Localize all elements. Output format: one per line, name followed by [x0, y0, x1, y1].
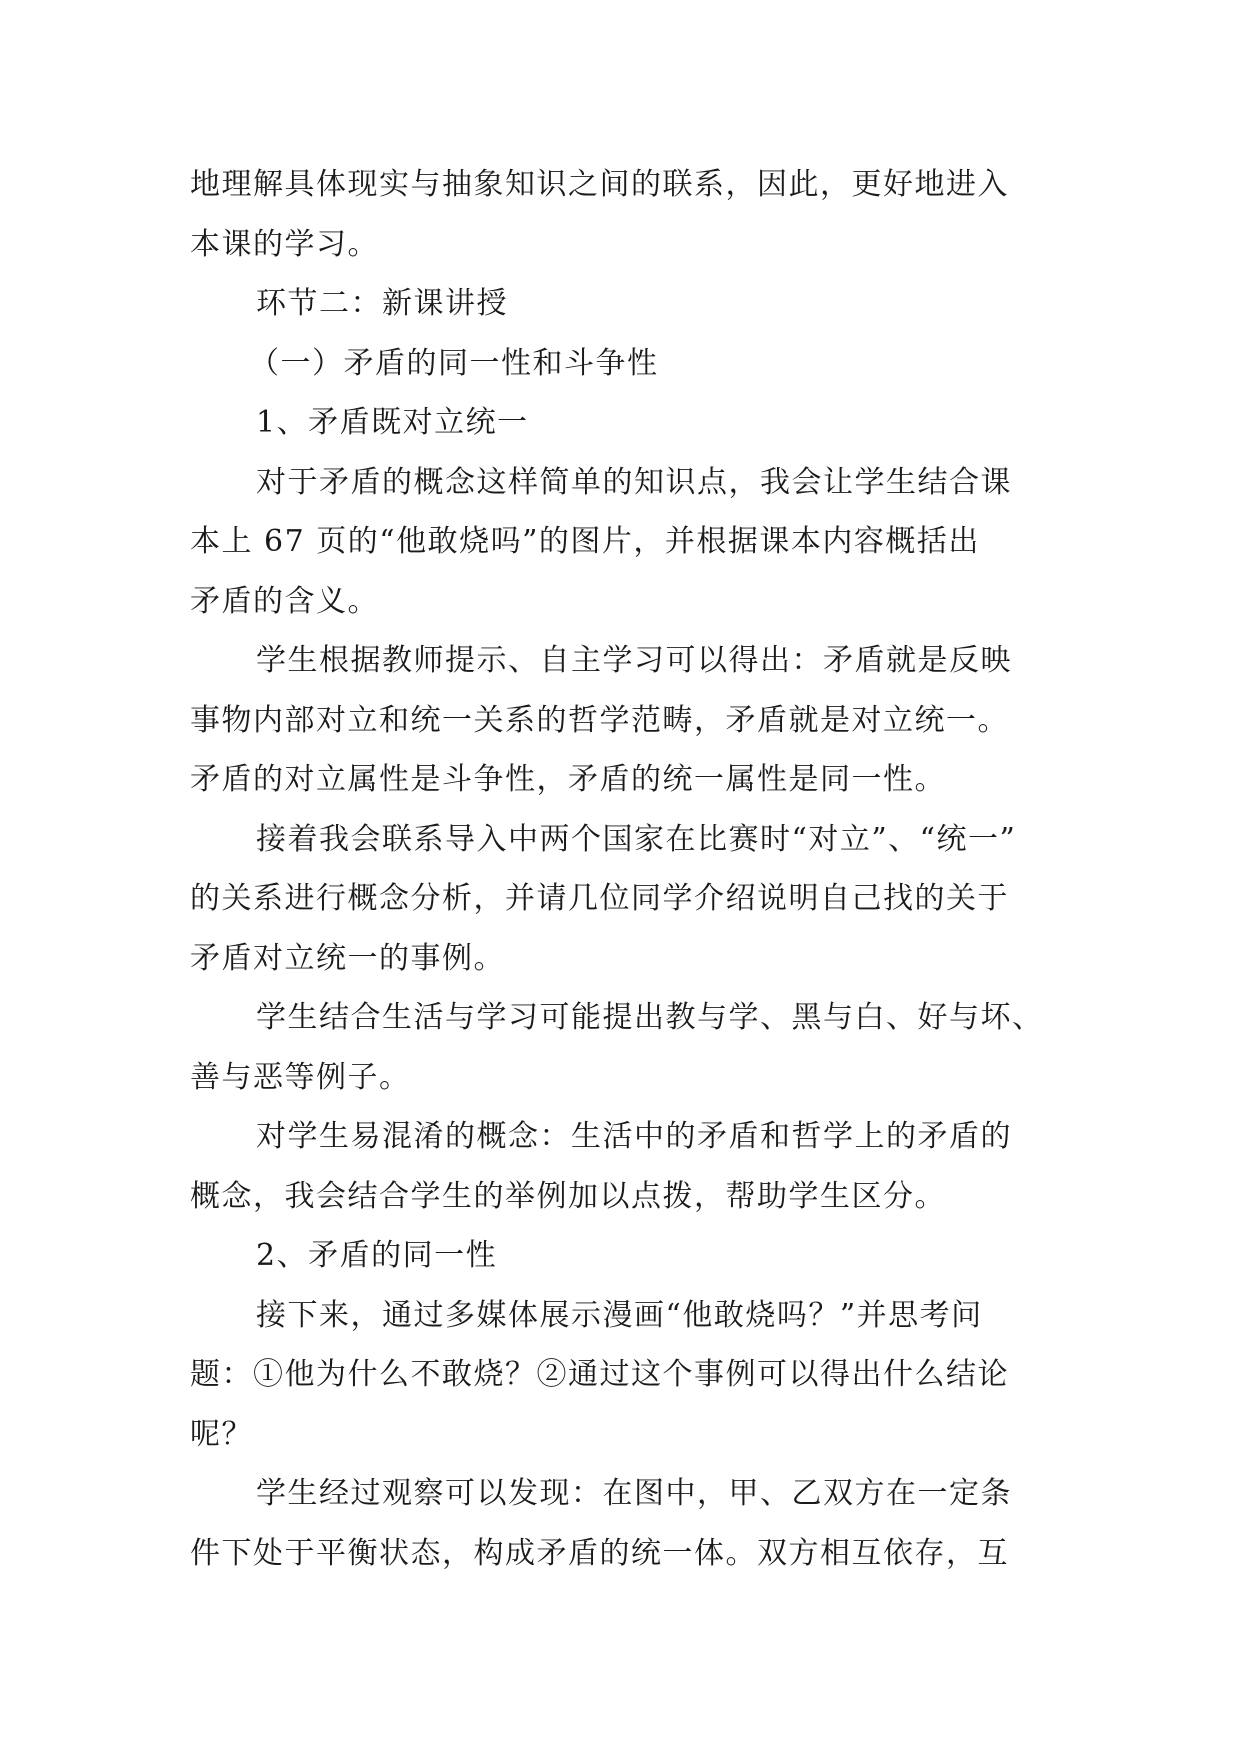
text-line: 本上 67 页的“他敢烧吗”的图片，并根据课本内容概括出: [190, 524, 980, 559]
text-line: 本课的学习。: [190, 226, 379, 262]
text-line: 学生结合生活与学习可能提出教与学、黑与白、好与坏、: [256, 1000, 1044, 1035]
text-line: 接着我会联系导入中两个国家在比赛时“对立”、“统一”: [256, 821, 1017, 857]
text-line: 的关系进行概念分析，并请几位同学介绍说明自己找的关于: [190, 881, 1009, 916]
section-heading: 环节二：新课讲授: [256, 286, 508, 321]
text-line: 矛盾的含义。: [190, 583, 379, 619]
text-line: 对于矛盾的概念这样简单的知识点，我会让学生结合课: [256, 464, 1012, 500]
text-line: 题：①他为什么不敢烧？②通过这个事例可以得出什么结论: [190, 1357, 1009, 1392]
text-line: 概念，我会结合学生的举例加以点拨，帮助学生区分。: [190, 1178, 946, 1214]
text-line: 事物内部对立和统一关系的哲学范畴，矛盾就是对立统一。: [190, 702, 1009, 738]
document-body: [190, 155, 1060, 1583]
point-heading: 1、矛盾既对立统一: [256, 405, 529, 440]
point-heading: 2、矛盾的同一性: [256, 1238, 498, 1273]
text-line: 件下处于平衡状态，构成矛盾的统一体。双方相互依存，互: [190, 1535, 1009, 1571]
text-line: 矛盾的对立属性是斗争性，矛盾的统一属性是同一性。: [190, 762, 946, 797]
text-line: 地理解具体现实与抽象知识之间的联系，因此，更好地进入: [190, 167, 1009, 202]
text-line: 接下来，通过多媒体展示漫画“他敢烧吗？”并思考问: [256, 1297, 983, 1333]
text-line: 矛盾对立统一的事例。: [190, 940, 505, 976]
text-line: 呢？: [190, 1416, 253, 1452]
text-line: 学生经过观察可以发现：在图中，甲、乙双方在一定条: [256, 1476, 1012, 1511]
text-line: 善与恶等例子。: [190, 1059, 411, 1095]
text-line: 对学生易混淆的概念：生活中的矛盾和哲学上的矛盾的: [256, 1119, 1012, 1154]
subsection-heading: （一）矛盾的同一性和斗争性: [249, 345, 659, 381]
text-line: 学生根据教师提示、自主学习可以得出：矛盾就是反映: [256, 643, 1012, 678]
